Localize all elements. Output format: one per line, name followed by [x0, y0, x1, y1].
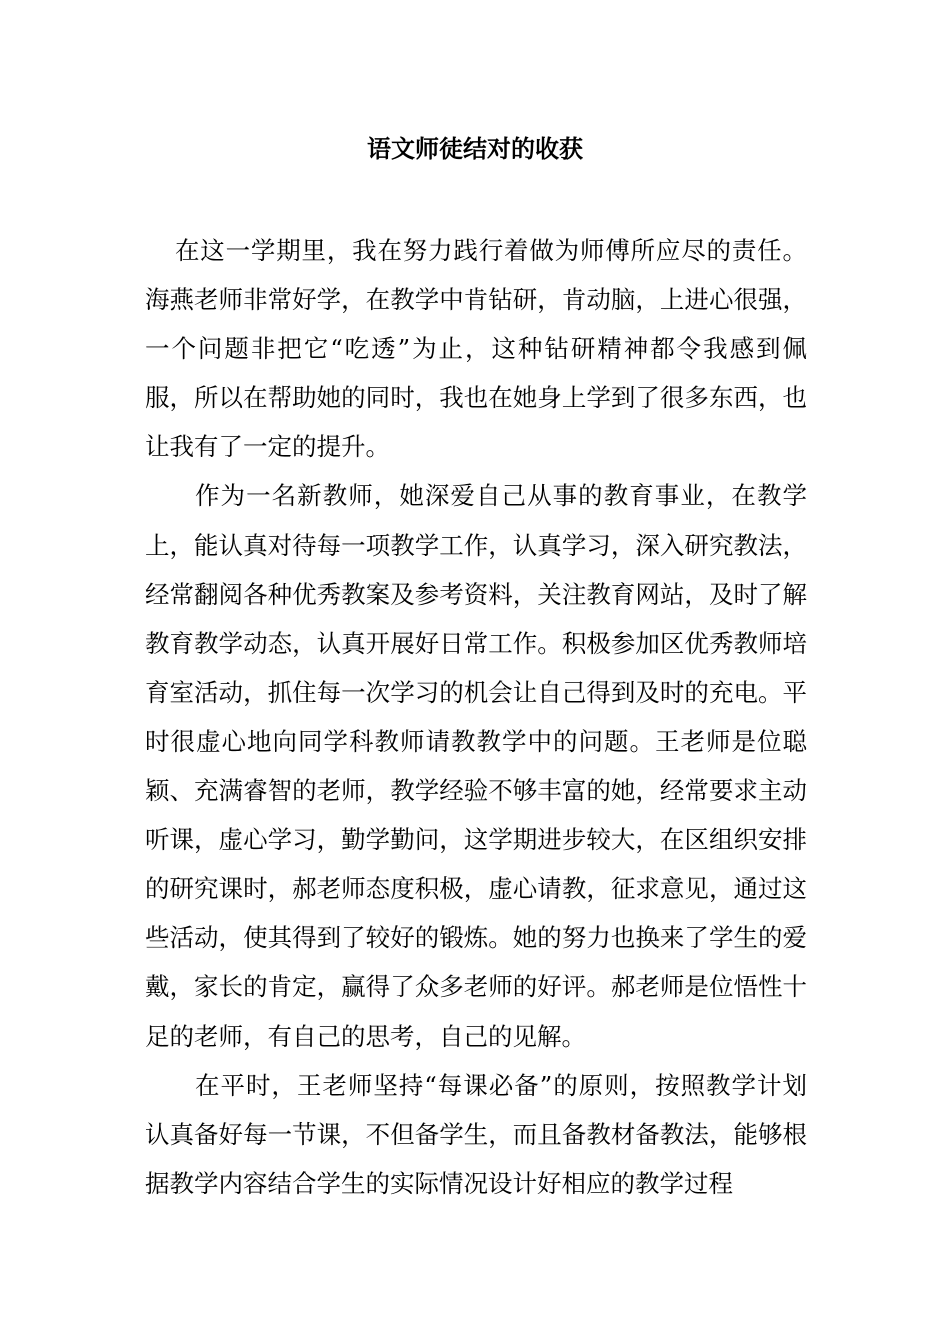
document-body	[145, 226, 807, 1208]
paragraph-1: 在这一学期里，我在努力践行着做为师傅所应尽的责任。海燕老师非常好学，在教学中肯钻研，肯动脑，上进心很强，一个问题非把它“吃透”为止，这种钻研精神都令我感到佩服，所以在帮助她的同时，我也在她身上学到了很多东西，也让我有了一定的提升。	[145, 236, 807, 462]
paragraph-3: 在平时，王老师坚持“每课必备”的原则，按照教学计划认真备好每一节课，不但备学生，而且备教材备教法，能够根据教学内容结合学生的实际情况设计好相应的教学过程	[145, 1070, 807, 1198]
document-title: 语文师徒结对的收获	[367, 134, 583, 163]
paragraph-2: 作为一名新教师，她深爱自己从事的教育事业，在教学上，能认真对待每一项教学工作，认真学习，深入研究教法，经常翻阅各种优秀教案及参考资料，关注教育网站，及时了解教育教学动态，认真开展好日常工作。积极参加区优秀教师培育室活动，抓住每一次学习的机会让自己得到及时的充电。平时很虚心地向同学科教师请教教学中的问题。王老师是位聪颖、充满睿智的老师，教学经验不够丰富的她，经常要求主动听课，虚心学习，勤学勤问，这学期进步较大，在区组织安排的研究课时，郝老师态度积极，虚心请教，征求意见，通过这些活动，使其得到了较好的锻炼。她的努力也换来了学生的爱戴，家长的肯定，赢得了众多老师的好评。郝老师是位悟性十足的老师，有自己的思考，自己的见解。	[145, 481, 807, 1051]
